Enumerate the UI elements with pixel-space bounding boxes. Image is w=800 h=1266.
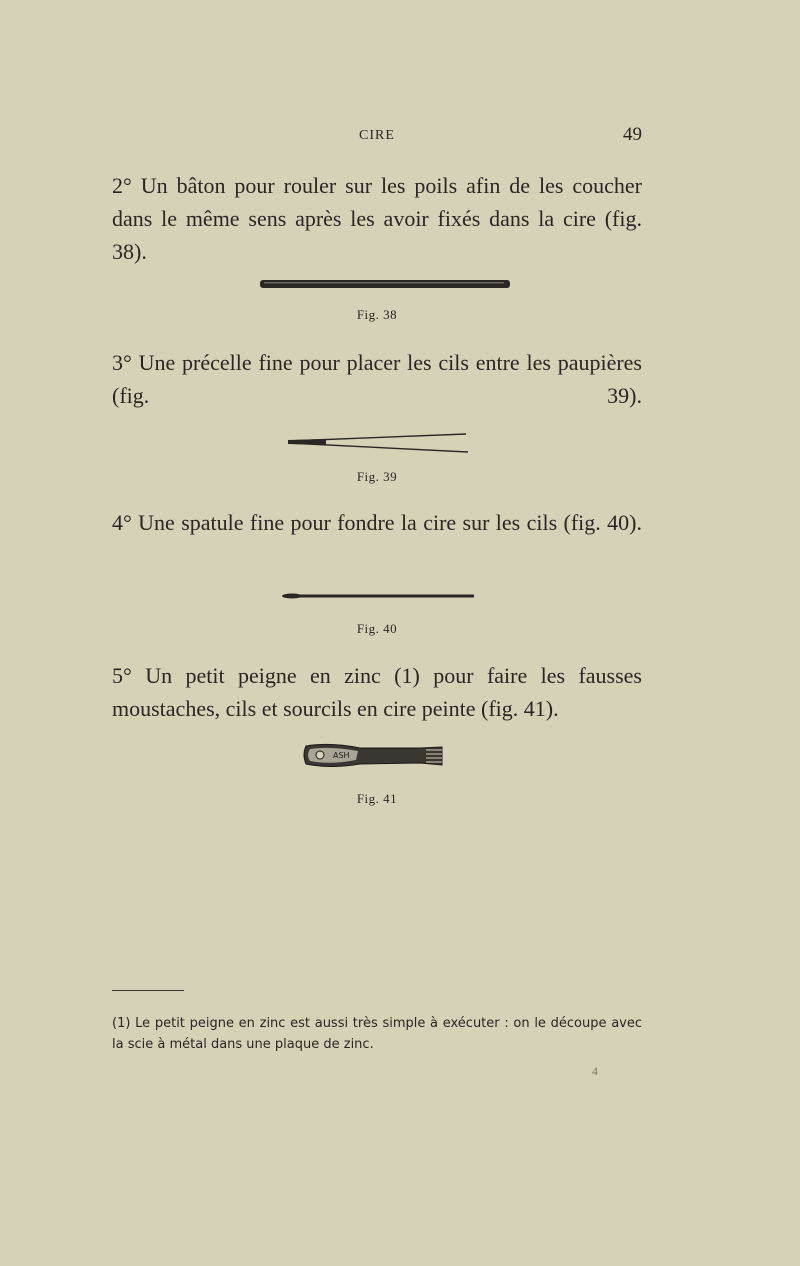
spatula-illustration xyxy=(280,590,480,602)
comb-engraving: ASH xyxy=(333,751,350,760)
page-number: 49 xyxy=(623,124,642,145)
comb-illustration xyxy=(300,738,446,772)
paragraph-item-4: 4° Une spatule fine pour fondre la cire sur les cils (fig. 40). xyxy=(112,510,642,535)
signature-mark: 4 xyxy=(592,1064,598,1078)
running-title: CIRE xyxy=(359,128,395,143)
paragraph-item-3: 3° Une précelle fine pour placer les cils entre les paupières (fig. 39). xyxy=(112,350,642,408)
paragraph-item-2: 2° Un bâton pour rouler sur les poils afin de les coucher dans le même sens après les avoir fixés dans la cire (fig. 38). xyxy=(112,173,642,264)
paragraph-item-5: 5° Un petit peigne en zinc (1) pour faire les fausses moustaches, cils et sourcils en cire peinte (fig. 41). xyxy=(112,663,642,721)
tweezers-illustration xyxy=(286,430,472,456)
figure-caption-38: Fig. 38 xyxy=(356,307,398,322)
footnote-rule xyxy=(112,990,184,991)
figure-caption-41: Fig. 41 xyxy=(356,791,398,806)
running-head xyxy=(112,124,642,148)
figure-caption-40: Fig. 40 xyxy=(356,621,398,636)
stick-illustration xyxy=(258,276,514,292)
figure-caption-39: Fig. 39 xyxy=(356,469,398,484)
footnote: (1) Le petit peigne en zinc est aussi très simple à exécuter : on le découpe avec la scie à métal dans une plaque de zinc. xyxy=(112,1016,642,1052)
